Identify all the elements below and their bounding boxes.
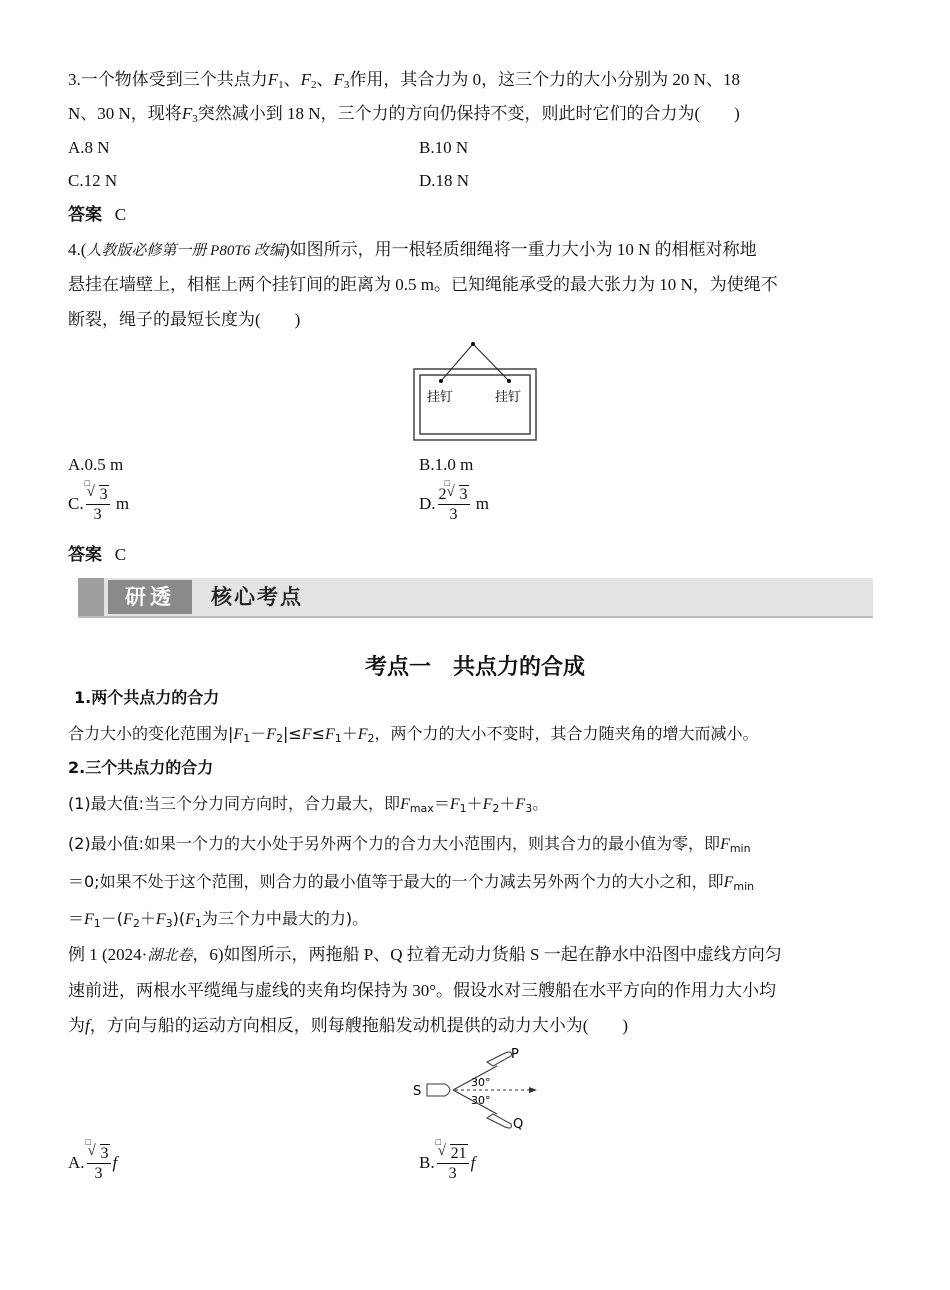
fraction: □ √ 21 3	[435, 1137, 467, 1183]
unit: m	[115, 494, 130, 513]
example-line2: 速前进，两根水平缆绳与虚线的夹角均保持为 30°。假设水对三艘船在水平方向的作用力大小均	[68, 981, 777, 1000]
option-prefix: D.	[419, 494, 436, 513]
sub: 2	[132, 917, 140, 930]
q3-stem-line1	[68, 68, 740, 97]
point-2-min-line2	[68, 870, 754, 899]
q3-text: N、30 N，现将	[68, 104, 182, 123]
point-1-title: 1.两个共点力的合力	[74, 688, 220, 707]
example-line3	[68, 1014, 628, 1038]
q3-answer	[68, 203, 126, 227]
coefficient: 2	[438, 486, 447, 504]
label-s: S	[413, 1084, 422, 1099]
q4-option-c	[68, 478, 130, 524]
text: (1)最大值:当三个分力同方向时，合力最大，即	[68, 794, 401, 813]
point-1-body	[68, 722, 759, 751]
sep: 、	[283, 70, 301, 89]
example-line1	[68, 943, 782, 968]
example-text: 为	[68, 1016, 85, 1035]
radicand: 21	[450, 1145, 467, 1163]
ship-p	[487, 1052, 511, 1066]
q4-stem-line2: 悬挂在墙壁上，相框上两个挂钉间的距离为 0.5 m。已知绳能承受的最大张力为 10 N，为使绳不	[68, 275, 778, 294]
answer-label: 答案	[68, 545, 102, 565]
sub: 2	[492, 802, 500, 815]
section-banner	[78, 578, 873, 618]
text: |≤	[282, 724, 302, 743]
banner-tag: 研透	[108, 580, 192, 614]
text: ＋	[466, 794, 483, 813]
nail-label-left: 挂钉	[427, 390, 454, 405]
var: F	[84, 911, 94, 928]
var: F	[449, 796, 460, 813]
sep: 、	[316, 70, 334, 89]
q4-stem-line3: 断裂，绳子的最短长度为( )	[68, 310, 301, 329]
var-f: f	[112, 1153, 118, 1172]
wall-nail	[471, 342, 475, 346]
text: 。	[532, 794, 549, 813]
q3-text: 作用，其合力为 0，这三个力的大小分别为 20 N、18	[349, 70, 740, 89]
var: F	[482, 796, 493, 813]
text: (2)最小值:如果一个力的大小处于另外两个力的合力大小范围内，则其合力的最小值为零，即	[68, 834, 721, 853]
q3-text: 3.一个物体受到三个共点力	[68, 70, 268, 89]
q3-option-c: C.12 N	[68, 171, 118, 190]
var: F	[155, 911, 166, 928]
var: F	[266, 726, 276, 743]
fraction: □ √ 3 3	[84, 478, 108, 524]
var-f: f	[470, 1153, 476, 1172]
q4-option-b: B.1.0 m	[419, 455, 474, 474]
q3-text: 突然减小到 18 N，三个力的方向仍保持不变，则此时它们的合力为( )	[197, 104, 740, 123]
var: F	[233, 726, 244, 743]
sub: 3	[165, 917, 173, 930]
text: ＝	[433, 794, 450, 813]
option-prefix: C.	[68, 494, 84, 513]
option-prefix: B.	[419, 1153, 435, 1172]
ship-q	[487, 1114, 511, 1128]
q4-option-a: A.0.5 m	[68, 455, 124, 474]
var-f3: F	[181, 104, 193, 123]
arrow-head	[529, 1087, 537, 1093]
example-option-a	[68, 1137, 118, 1183]
radicand: 3	[99, 486, 108, 504]
text: ≤	[311, 724, 325, 743]
fraction: 2 □ √ 3 3	[438, 478, 468, 524]
q3-option-d: D.18 N	[419, 171, 470, 190]
var-f2: F	[300, 70, 312, 89]
var: F	[720, 836, 730, 853]
label-p: P	[511, 1047, 519, 1062]
text: ＋	[139, 909, 156, 928]
text: ＋	[499, 794, 516, 813]
example-source: 湖北卷	[147, 948, 193, 964]
var: F	[185, 911, 195, 928]
point-2-min-line3	[68, 907, 368, 936]
sub: 2	[311, 79, 317, 91]
point-2-min-line1	[68, 832, 751, 861]
text: ，两个力的大小不变时，其合力随夹角的增大而减小。	[374, 724, 759, 743]
q4-option-d	[419, 478, 490, 524]
ship-s	[427, 1084, 450, 1096]
radicand: 3	[459, 486, 468, 504]
option-prefix: A.	[68, 1153, 85, 1172]
text: 为三个力中最大的力)。	[201, 909, 369, 928]
var-f: f	[85, 1016, 90, 1035]
example-text: ，方向与船的运动方向相反，则每艘拖船发动机提供的动力大小为( )	[89, 1016, 629, 1035]
q3-option-b: B.10 N	[419, 138, 469, 157]
sub: 1	[93, 917, 101, 930]
section-heading: 考点一 共点力的合成	[364, 655, 585, 680]
text: －	[250, 724, 267, 743]
sub: max	[409, 802, 434, 815]
denominator: 3	[94, 1165, 103, 1183]
sub: 1	[243, 732, 251, 745]
nail-left	[439, 379, 443, 383]
q4-text: )如图所示，用一根轻质细绳将一重力大小为 10 N 的相框对称地	[283, 240, 757, 259]
denominator: 3	[93, 506, 102, 524]
answer-value: C	[114, 545, 127, 564]
nail-right	[507, 379, 511, 383]
sub: 3	[192, 113, 198, 125]
var: F	[400, 796, 410, 813]
answer-value: C	[114, 205, 127, 224]
radicand: 3	[100, 1145, 109, 1163]
unit: m	[475, 494, 490, 513]
sub: 1	[194, 917, 202, 930]
var: F	[357, 726, 368, 743]
point-2-title: 2.三个共点力的合力	[68, 758, 214, 777]
sub: 1	[334, 732, 342, 745]
sub: 3	[343, 79, 350, 91]
var: F	[324, 726, 335, 743]
fraction: □ √ 3 3	[85, 1137, 109, 1183]
sub: min	[729, 842, 751, 855]
q4-source: 人教版必修第一册 P80T6 改编	[86, 243, 284, 259]
q3-option-a: A.8 N	[68, 138, 110, 157]
text: －(	[100, 909, 124, 928]
q4-answer	[68, 543, 126, 567]
sub: 1	[278, 79, 284, 91]
example-text: 例 1 (2024·	[68, 945, 148, 964]
var: F	[123, 911, 133, 928]
var-f1: F	[267, 70, 279, 89]
var: F	[723, 874, 734, 891]
q3-stem-line2	[68, 102, 740, 131]
banner-title: 核心考点	[211, 585, 303, 609]
tugboat-figure	[405, 1046, 555, 1134]
sub: min	[733, 880, 755, 893]
text: 合力大小的变化范围为|	[68, 724, 234, 743]
var-f3: F	[333, 70, 344, 89]
point-2-max	[68, 792, 548, 821]
text: ＝	[68, 909, 85, 928]
sub: 3	[525, 802, 533, 815]
angle-top: 30°	[471, 1076, 491, 1089]
root-index: □	[85, 1137, 91, 1148]
example-option-b	[419, 1137, 476, 1183]
var: F	[301, 726, 312, 743]
answer-label: 答案	[68, 205, 102, 225]
root-index: □	[84, 478, 91, 489]
root-index: □	[435, 1137, 442, 1148]
sub: 2	[367, 732, 375, 745]
example-text: ，6)如图所示，两拖船 P、Q 拉着无动力货船 S 一起在静水中沿图中虚线方向匀	[192, 945, 782, 964]
angle-bottom: 30°	[471, 1094, 491, 1107]
denominator: 3	[449, 506, 458, 524]
sub: 1	[459, 802, 467, 815]
text: )(	[172, 909, 186, 928]
denominator: 3	[448, 1165, 457, 1183]
picture-frame-figure	[405, 340, 545, 444]
text: ＝0;如果不处于这个范围，则合力的最小值等于最大的一个力减去另外两个力的大小之和，即	[68, 872, 724, 891]
text: ＋	[341, 724, 358, 743]
q4-text: 4.(	[68, 240, 87, 259]
sub: 2	[275, 732, 283, 745]
q4-stem-line1	[68, 238, 757, 263]
var: F	[515, 796, 526, 813]
label-q: Q	[513, 1117, 524, 1132]
nail-label-right: 挂钉	[495, 390, 522, 405]
root-index: □	[444, 478, 450, 489]
